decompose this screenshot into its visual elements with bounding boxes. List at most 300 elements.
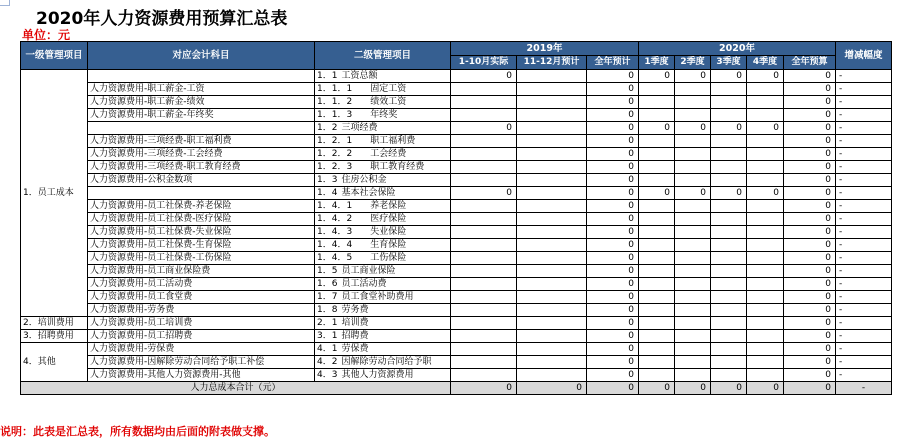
value-cell[interactable]: [639, 369, 675, 382]
value-cell[interactable]: 0: [587, 187, 639, 200]
increase-cell[interactable]: -: [836, 265, 892, 278]
value-cell[interactable]: [639, 265, 675, 278]
account-cell[interactable]: 人力资源费用-因解除劳动合同给予职工补偿: [88, 356, 315, 369]
value-cell[interactable]: [639, 174, 675, 187]
value-cell[interactable]: 0: [639, 122, 675, 135]
value-cell[interactable]: 0: [784, 356, 836, 369]
value-cell[interactable]: [451, 343, 517, 356]
increase-cell[interactable]: -: [836, 122, 892, 135]
value-cell[interactable]: [675, 226, 711, 239]
value-cell[interactable]: [639, 109, 675, 122]
value-cell[interactable]: [675, 317, 711, 330]
value-cell[interactable]: 0: [784, 343, 836, 356]
header-year-2019: 2019年: [451, 42, 639, 56]
value-cell[interactable]: [451, 83, 517, 96]
level2-item: 员工活动费: [341, 279, 387, 289]
value-cell[interactable]: [747, 239, 784, 252]
increase-cell[interactable]: -: [836, 330, 892, 343]
value-cell[interactable]: [711, 83, 747, 96]
level2-item: 工会经费: [370, 149, 407, 159]
value-cell[interactable]: [675, 291, 711, 304]
value-cell[interactable]: [711, 356, 747, 369]
value-cell[interactable]: 0: [451, 122, 517, 135]
account-cell[interactable]: 人力资源费用-员工培训费: [88, 317, 315, 330]
value-cell[interactable]: [711, 161, 747, 174]
value-cell[interactable]: 0: [784, 213, 836, 226]
value-cell[interactable]: [675, 96, 711, 109]
value-cell[interactable]: 0: [747, 187, 784, 200]
value-cell[interactable]: 0: [784, 226, 836, 239]
value-cell[interactable]: [451, 200, 517, 213]
value-cell[interactable]: [639, 252, 675, 265]
value-cell[interactable]: [711, 174, 747, 187]
value-cell[interactable]: [675, 239, 711, 252]
value-cell[interactable]: [747, 330, 784, 343]
table-row: [21, 226, 892, 239]
value-cell[interactable]: [675, 174, 711, 187]
value-cell[interactable]: [517, 265, 587, 278]
account-cell[interactable]: 人力资源费用-员工食堂费: [88, 291, 315, 304]
value-cell[interactable]: [675, 343, 711, 356]
value-cell[interactable]: 0: [784, 161, 836, 174]
header-2020-col: 4季度: [747, 56, 784, 70]
value-cell[interactable]: [451, 330, 517, 343]
value-cell[interactable]: [711, 291, 747, 304]
value-cell[interactable]: [675, 83, 711, 96]
value-cell[interactable]: [517, 148, 587, 161]
value-cell[interactable]: 0: [587, 200, 639, 213]
value-cell[interactable]: [711, 278, 747, 291]
account-cell[interactable]: 人力资源费用-其他人力资源费用-其他: [88, 369, 315, 382]
level2-cell[interactable]: [315, 122, 451, 135]
level2-item: 员工食堂补助费用: [341, 292, 414, 302]
value-cell[interactable]: [711, 213, 747, 226]
value-cell[interactable]: [451, 265, 517, 278]
level1-category[interactable]: 4．其他: [21, 343, 88, 382]
increase-cell[interactable]: -: [836, 317, 892, 330]
value-cell[interactable]: [711, 304, 747, 317]
value-cell[interactable]: 0: [587, 330, 639, 343]
level2-cell[interactable]: [315, 109, 451, 122]
value-cell[interactable]: [675, 161, 711, 174]
value-cell[interactable]: 0: [784, 304, 836, 317]
value-cell[interactable]: [747, 317, 784, 330]
increase-cell[interactable]: -: [836, 252, 892, 265]
value-cell[interactable]: [675, 200, 711, 213]
value-cell[interactable]: 0: [784, 330, 836, 343]
value-cell[interactable]: [747, 226, 784, 239]
value-cell[interactable]: [639, 213, 675, 226]
value-cell[interactable]: [517, 304, 587, 317]
account-cell[interactable]: 人力资源费用-劳务费: [88, 304, 315, 317]
value-cell[interactable]: [747, 148, 784, 161]
value-cell[interactable]: 0: [587, 317, 639, 330]
account-cell[interactable]: [88, 70, 315, 83]
level1-category[interactable]: 2．培训费用: [21, 317, 88, 330]
value-cell[interactable]: [517, 109, 587, 122]
value-cell[interactable]: [711, 343, 747, 356]
value-cell[interactable]: [711, 109, 747, 122]
value-cell[interactable]: [451, 369, 517, 382]
increase-cell[interactable]: -: [836, 291, 892, 304]
value-cell[interactable]: [747, 278, 784, 291]
value-cell[interactable]: [747, 265, 784, 278]
value-cell[interactable]: [639, 161, 675, 174]
value-cell[interactable]: 0: [587, 174, 639, 187]
value-cell[interactable]: 0: [784, 278, 836, 291]
value-cell[interactable]: [747, 174, 784, 187]
value-cell[interactable]: 0: [747, 122, 784, 135]
value-cell[interactable]: 0: [587, 213, 639, 226]
account-cell[interactable]: 人力资源费用-员工活动费: [88, 278, 315, 291]
account-cell[interactable]: 人力资源费用-三项经费-工会经费: [88, 148, 315, 161]
value-cell[interactable]: 0: [711, 70, 747, 83]
value-cell[interactable]: 0: [675, 187, 711, 200]
total-value-cell[interactable]: 0: [517, 382, 587, 395]
total-value-cell[interactable]: 0: [451, 382, 517, 395]
level2-cell[interactable]: [315, 317, 451, 330]
value-cell[interactable]: [451, 96, 517, 109]
account-cell[interactable]: 人力资源费用-职工薪金-绩效: [88, 96, 315, 109]
value-cell[interactable]: 0: [784, 239, 836, 252]
increase-cell[interactable]: -: [836, 278, 892, 291]
value-cell[interactable]: [675, 278, 711, 291]
level2-cell[interactable]: [315, 200, 451, 213]
table-row: [21, 187, 892, 200]
value-cell[interactable]: [747, 213, 784, 226]
value-cell[interactable]: [639, 200, 675, 213]
value-cell[interactable]: [517, 174, 587, 187]
increase-cell[interactable]: -: [836, 174, 892, 187]
value-cell[interactable]: 0: [675, 122, 711, 135]
value-cell[interactable]: [675, 356, 711, 369]
value-cell[interactable]: 0: [675, 70, 711, 83]
account-cell[interactable]: 人力资源费用-员工社保费-工伤保险: [88, 252, 315, 265]
value-cell[interactable]: [711, 369, 747, 382]
level1-category[interactable]: 3．招聘费用: [21, 330, 88, 343]
value-cell[interactable]: 0: [587, 226, 639, 239]
increase-cell[interactable]: -: [836, 96, 892, 109]
account-cell[interactable]: 人力资源费用-员工社保费-失业保险: [88, 226, 315, 239]
level2-cell[interactable]: [315, 291, 451, 304]
total-value-cell[interactable]: 0: [747, 382, 784, 395]
header-2020-col: 1季度: [639, 56, 675, 70]
value-cell[interactable]: [517, 239, 587, 252]
value-cell[interactable]: 0: [784, 83, 836, 96]
value-cell[interactable]: [517, 343, 587, 356]
value-cell[interactable]: [639, 83, 675, 96]
value-cell[interactable]: [675, 135, 711, 148]
value-cell[interactable]: [747, 369, 784, 382]
account-cell[interactable]: 人力资源费用-劳保费: [88, 343, 315, 356]
value-cell[interactable]: [451, 161, 517, 174]
value-cell[interactable]: 0: [587, 83, 639, 96]
value-cell[interactable]: [451, 304, 517, 317]
value-cell[interactable]: [747, 291, 784, 304]
value-cell[interactable]: 0: [451, 187, 517, 200]
value-cell[interactable]: 0: [587, 135, 639, 148]
value-cell[interactable]: [451, 226, 517, 239]
value-cell[interactable]: [675, 265, 711, 278]
value-cell[interactable]: 0: [784, 70, 836, 83]
value-cell[interactable]: [747, 109, 784, 122]
total-label: 人力总成本合计（元）: [21, 382, 451, 395]
level2-cell[interactable]: [315, 70, 451, 83]
value-cell[interactable]: [711, 96, 747, 109]
value-cell[interactable]: [639, 291, 675, 304]
value-cell[interactable]: [517, 161, 587, 174]
value-cell[interactable]: [747, 161, 784, 174]
value-cell[interactable]: 0: [711, 122, 747, 135]
level2-code: 1．4．4: [317, 240, 353, 250]
value-cell[interactable]: 0: [587, 304, 639, 317]
increase-cell[interactable]: -: [836, 213, 892, 226]
value-cell[interactable]: [711, 265, 747, 278]
value-cell[interactable]: [517, 70, 587, 83]
value-cell[interactable]: 0: [587, 239, 639, 252]
account-cell[interactable]: 人力资源费用-职工薪金-工资: [88, 83, 315, 96]
value-cell[interactable]: 0: [784, 174, 836, 187]
level2-item: 三项经费: [341, 123, 378, 133]
value-cell[interactable]: [517, 187, 587, 200]
level2-cell[interactable]: [315, 187, 451, 200]
value-cell[interactable]: 0: [587, 109, 639, 122]
account-cell[interactable]: 人力资源费用-三项经费-职工福利费: [88, 135, 315, 148]
level2-cell[interactable]: [315, 356, 451, 369]
increase-cell[interactable]: -: [836, 304, 892, 317]
account-cell[interactable]: 人力资源费用-职工薪金-年终奖: [88, 109, 315, 122]
account-cell[interactable]: 人力资源费用-员工招聘费: [88, 330, 315, 343]
value-cell[interactable]: 0: [784, 187, 836, 200]
value-cell[interactable]: [711, 252, 747, 265]
total-value-cell[interactable]: 0: [675, 382, 711, 395]
account-cell[interactable]: 人力资源费用-公积金数项: [88, 174, 315, 187]
value-cell[interactable]: 0: [784, 148, 836, 161]
value-cell[interactable]: [451, 174, 517, 187]
value-cell[interactable]: [451, 356, 517, 369]
value-cell[interactable]: [517, 291, 587, 304]
level2-cell[interactable]: [315, 161, 451, 174]
total-increase-cell[interactable]: -: [836, 382, 892, 395]
level2-code: 1．8: [317, 305, 338, 315]
value-cell[interactable]: [675, 304, 711, 317]
level2-cell[interactable]: [315, 239, 451, 252]
level2-cell[interactable]: [315, 252, 451, 265]
total-value-cell[interactable]: 0: [784, 382, 836, 395]
value-cell[interactable]: [639, 343, 675, 356]
value-cell[interactable]: 0: [784, 96, 836, 109]
value-cell[interactable]: [711, 317, 747, 330]
value-cell[interactable]: 0: [587, 70, 639, 83]
value-cell[interactable]: [451, 109, 517, 122]
value-cell[interactable]: [639, 317, 675, 330]
increase-cell[interactable]: -: [836, 187, 892, 200]
account-cell[interactable]: 人力资源费用-员工社保费-医疗保险: [88, 213, 315, 226]
level2-cell[interactable]: [315, 265, 451, 278]
value-cell[interactable]: [711, 148, 747, 161]
level2-item: 职工福利费: [370, 136, 416, 146]
value-cell[interactable]: 0: [587, 343, 639, 356]
value-cell[interactable]: [517, 317, 587, 330]
level2-code: 1．4．3: [317, 227, 353, 237]
value-cell[interactable]: [451, 239, 517, 252]
account-cell[interactable]: 人力资源费用-三项经费-职工教育经费: [88, 161, 315, 174]
value-cell[interactable]: 0: [747, 70, 784, 83]
increase-cell[interactable]: -: [836, 343, 892, 356]
value-cell[interactable]: 0: [711, 187, 747, 200]
account-cell[interactable]: [88, 187, 315, 200]
value-cell[interactable]: [517, 83, 587, 96]
value-cell[interactable]: [747, 343, 784, 356]
level2-cell[interactable]: [315, 369, 451, 382]
value-cell[interactable]: 0: [784, 122, 836, 135]
value-cell[interactable]: 0: [784, 252, 836, 265]
value-cell[interactable]: 0: [587, 148, 639, 161]
value-cell[interactable]: [517, 96, 587, 109]
value-cell[interactable]: [711, 239, 747, 252]
total-value-cell[interactable]: 0: [639, 382, 675, 395]
value-cell[interactable]: [517, 356, 587, 369]
value-cell[interactable]: [451, 278, 517, 291]
value-cell[interactable]: 0: [784, 369, 836, 382]
value-cell[interactable]: [517, 226, 587, 239]
value-cell[interactable]: [747, 252, 784, 265]
table-row: [21, 317, 892, 330]
increase-cell[interactable]: -: [836, 70, 892, 83]
level2-cell[interactable]: [315, 135, 451, 148]
header-2020-col: 2季度: [675, 56, 711, 70]
value-cell[interactable]: [747, 356, 784, 369]
value-cell[interactable]: 0: [784, 317, 836, 330]
value-cell[interactable]: [711, 330, 747, 343]
value-cell[interactable]: [675, 369, 711, 382]
value-cell[interactable]: [517, 213, 587, 226]
account-cell[interactable]: 人力资源费用-员工社保费-生育保险: [88, 239, 315, 252]
value-cell[interactable]: [639, 239, 675, 252]
value-cell[interactable]: [451, 135, 517, 148]
value-cell[interactable]: 0: [587, 278, 639, 291]
value-cell[interactable]: [711, 200, 747, 213]
value-cell[interactable]: [675, 109, 711, 122]
value-cell[interactable]: [639, 135, 675, 148]
increase-cell[interactable]: -: [836, 109, 892, 122]
value-cell[interactable]: 0: [784, 265, 836, 278]
value-cell[interactable]: 0: [587, 122, 639, 135]
value-cell[interactable]: [517, 278, 587, 291]
level2-cell[interactable]: [315, 213, 451, 226]
increase-cell[interactable]: -: [836, 161, 892, 174]
value-cell[interactable]: [639, 356, 675, 369]
level2-code: 1．2: [317, 123, 338, 133]
value-cell[interactable]: [639, 278, 675, 291]
increase-cell[interactable]: -: [836, 135, 892, 148]
level2-cell[interactable]: [315, 148, 451, 161]
value-cell[interactable]: [639, 304, 675, 317]
value-cell[interactable]: [747, 304, 784, 317]
value-cell[interactable]: [675, 213, 711, 226]
value-cell[interactable]: [747, 83, 784, 96]
increase-cell[interactable]: -: [836, 148, 892, 161]
unit-label: 单位：元: [22, 28, 71, 42]
value-cell[interactable]: [517, 122, 587, 135]
value-cell[interactable]: [451, 252, 517, 265]
increase-cell[interactable]: -: [836, 226, 892, 239]
value-cell[interactable]: [639, 330, 675, 343]
value-cell[interactable]: 0: [587, 96, 639, 109]
value-cell[interactable]: [451, 148, 517, 161]
level2-code: 1．1．2: [317, 97, 353, 107]
value-cell[interactable]: 0: [587, 252, 639, 265]
level2-cell[interactable]: [315, 226, 451, 239]
value-cell[interactable]: 0: [639, 70, 675, 83]
value-cell[interactable]: 0: [784, 291, 836, 304]
total-value-cell[interactable]: 0: [711, 382, 747, 395]
level1-category[interactable]: 1．员工成本: [21, 70, 88, 317]
table-row: [21, 330, 892, 343]
value-cell[interactable]: 0: [784, 135, 836, 148]
value-cell[interactable]: 0: [451, 70, 517, 83]
value-cell[interactable]: [639, 148, 675, 161]
increase-cell[interactable]: -: [836, 369, 892, 382]
level2-code: 1．6: [317, 279, 338, 289]
value-cell[interactable]: 0: [587, 369, 639, 382]
value-cell[interactable]: 0: [587, 161, 639, 174]
level2-cell[interactable]: [315, 83, 451, 96]
value-cell[interactable]: [639, 96, 675, 109]
level2-cell[interactable]: [315, 278, 451, 291]
level2-cell[interactable]: [315, 330, 451, 343]
value-cell[interactable]: [517, 200, 587, 213]
value-cell[interactable]: [517, 252, 587, 265]
total-value-cell[interactable]: 0: [587, 382, 639, 395]
account-cell[interactable]: [88, 122, 315, 135]
value-cell[interactable]: [747, 96, 784, 109]
header-year-2020: 2020年: [639, 42, 836, 56]
value-cell[interactable]: [675, 252, 711, 265]
value-cell[interactable]: 0: [784, 109, 836, 122]
value-cell[interactable]: [711, 135, 747, 148]
value-cell[interactable]: [517, 135, 587, 148]
value-cell[interactable]: 0: [784, 200, 836, 213]
value-cell[interactable]: 0: [587, 356, 639, 369]
value-cell[interactable]: 0: [587, 291, 639, 304]
value-cell[interactable]: [451, 291, 517, 304]
value-cell[interactable]: [517, 330, 587, 343]
level2-cell[interactable]: [315, 343, 451, 356]
level2-cell[interactable]: [315, 304, 451, 317]
account-cell[interactable]: 人力资源费用-员工商业保险费: [88, 265, 315, 278]
value-cell[interactable]: [639, 226, 675, 239]
account-cell[interactable]: 人力资源费用-员工社保费-养老保险: [88, 200, 315, 213]
level2-item: 因解除劳动合同给予职: [341, 357, 432, 367]
value-cell[interactable]: [747, 135, 784, 148]
increase-cell[interactable]: -: [836, 239, 892, 252]
increase-cell[interactable]: -: [836, 356, 892, 369]
value-cell[interactable]: [675, 330, 711, 343]
level2-cell[interactable]: [315, 174, 451, 187]
value-cell[interactable]: 0: [587, 265, 639, 278]
level2-cell[interactable]: [315, 96, 451, 109]
value-cell[interactable]: [711, 226, 747, 239]
value-cell[interactable]: [675, 148, 711, 161]
value-cell[interactable]: [451, 317, 517, 330]
value-cell[interactable]: [747, 200, 784, 213]
increase-cell[interactable]: -: [836, 83, 892, 96]
value-cell[interactable]: [517, 369, 587, 382]
increase-cell[interactable]: -: [836, 200, 892, 213]
value-cell[interactable]: 0: [639, 187, 675, 200]
value-cell[interactable]: [451, 213, 517, 226]
